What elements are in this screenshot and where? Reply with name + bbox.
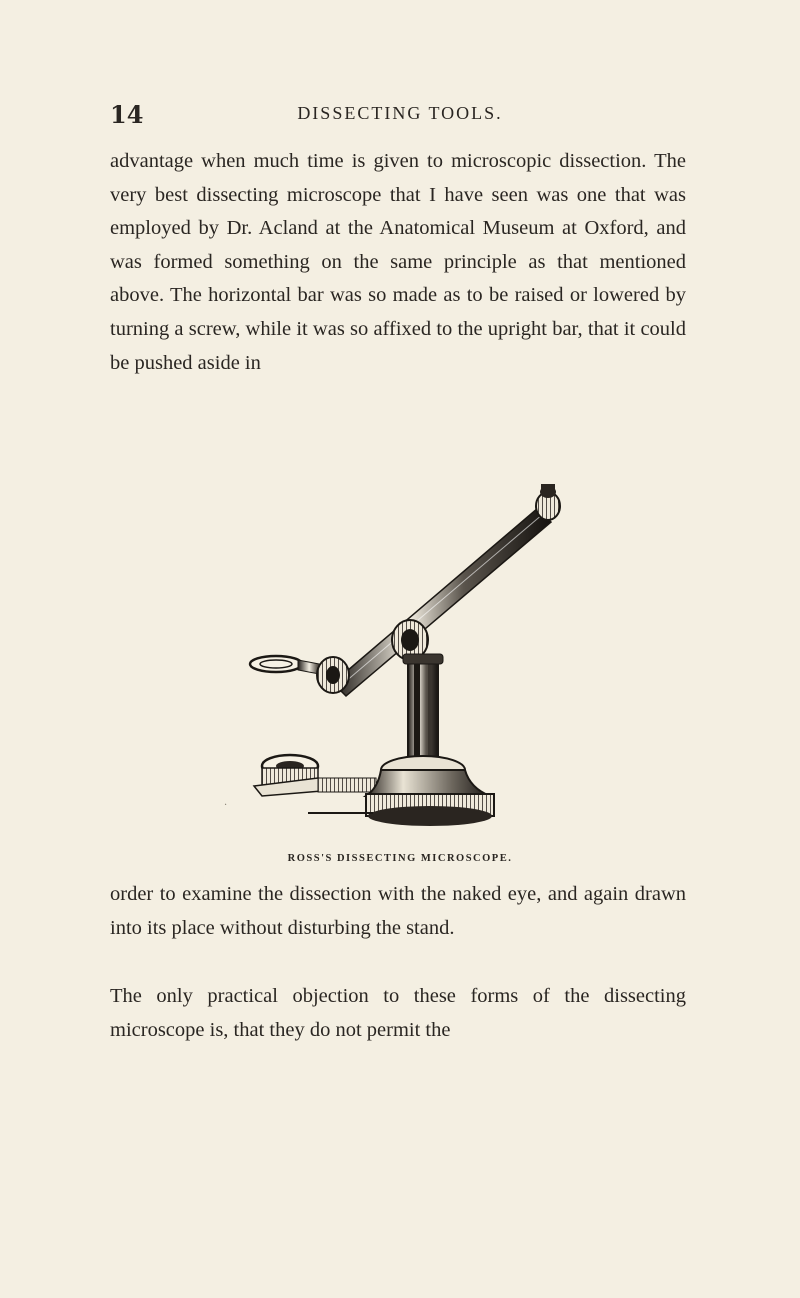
lens-holder	[250, 656, 349, 693]
paragraph-2: order to examine the dissection with the naked eye, and again drawn into its place without disturbing the stand.	[110, 883, 686, 939]
margin-mark: ·	[224, 800, 228, 811]
microscope-illustration	[238, 478, 574, 830]
header-title: DISSECTING TOOLS.	[297, 103, 503, 123]
figure-caption: ROSS'S DISSECTING MICROSCOPE.	[287, 853, 513, 864]
paragraph-3: The only practical objection to these forms of the dissecting microscope is, that they do not permit the	[110, 985, 686, 1041]
page-number: 14	[110, 100, 144, 129]
upright-column	[403, 654, 443, 770]
diagonal-arm	[333, 508, 551, 696]
paragraph-1: advantage when much time is given to microscopic dissection. The very best dissecting microscope that I have seen was one that was employed by Dr. Acland at the Anatomical Museum at Oxford, and was formed something on the same principle as that mentioned above. The horizontal bar was so made as to be raised or lowered by turning a screw, while it was so affixed to the upright bar, that it could be pushed aside in	[110, 150, 686, 374]
eyepiece	[536, 484, 560, 520]
stage-mirror	[254, 755, 376, 796]
running-head	[110, 100, 690, 136]
